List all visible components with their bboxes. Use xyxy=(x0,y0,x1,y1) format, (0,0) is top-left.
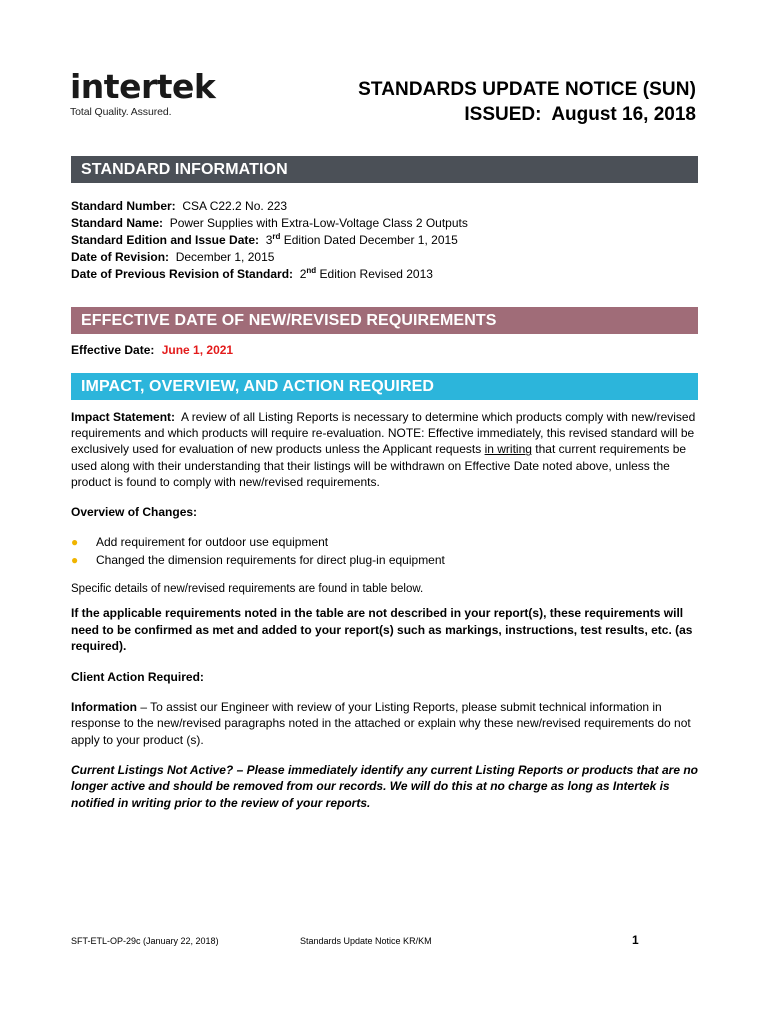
impact-statement-underlined: in writing xyxy=(484,442,532,457)
list-item xyxy=(71,534,445,552)
previous-revision-suffix: nd xyxy=(306,266,317,275)
previous-revision-number: 2 xyxy=(299,267,307,281)
impact-statement-label: Impact Statement: xyxy=(71,410,176,424)
impact-statement-text-a: A review of all Listing Reports is necessary to determine which products comply with new/revised requirements and which products will require re-evaluation. NOTE: Effective immediately, this revised standard will be exclusively used for evaluation of new products unless the Applicant requests xyxy=(71,410,696,457)
issued-line xyxy=(358,102,696,128)
standard-edition-value: Edition Dated December 1, 2015 xyxy=(283,233,458,247)
information-text: – To assist our Engineer with review of your Listing Reports, please submit technical information in response to the new/revised paragraphs noted in the attached or explain why these new/revised requirements do not apply to your product (s). xyxy=(71,700,691,747)
bullet-icon: ● xyxy=(71,535,79,549)
logo-wordmark: intertek xyxy=(70,67,216,106)
footer-document-name: Standards Update Notice KR/KM xyxy=(300,936,432,946)
section-header-impact: IMPACT, OVERVIEW, AND ACTION REQUIRED xyxy=(71,373,698,400)
logo-tagline: Total Quality. Assured. xyxy=(70,106,172,118)
revision-date-label: Date of Revision: xyxy=(71,250,170,264)
intertek-logo xyxy=(70,67,230,118)
standard-info-block xyxy=(71,198,698,283)
issued-date: August 16, 2018 xyxy=(551,104,696,125)
standard-edition-number: 3 xyxy=(265,233,273,247)
previous-revision-label: Date of Previous Revision of Standard: xyxy=(71,267,294,281)
section-header-standard-information: STANDARD INFORMATION xyxy=(71,156,698,183)
standard-number-row xyxy=(71,198,698,215)
standard-name-value: Power Supplies with Extra-Low-Voltage Class 2 Outputs xyxy=(169,216,468,230)
revision-date-row xyxy=(71,249,698,266)
standard-edition-label: Standard Edition and Issue Date: xyxy=(71,233,260,247)
overview-title: Overview of Changes: xyxy=(71,505,198,519)
information-label: Information xyxy=(71,700,137,714)
section-header-effective-date: EFFECTIVE DATE OF NEW/REVISED REQUIREMENTS xyxy=(71,307,698,334)
effective-date-row xyxy=(71,343,233,357)
overview-list xyxy=(71,534,445,569)
standard-name-row xyxy=(71,215,698,232)
effective-date-value: June 1, 2021 xyxy=(161,343,234,357)
standard-edition-row xyxy=(71,232,698,249)
effective-date-label: Effective Date: xyxy=(71,343,155,357)
previous-revision-row xyxy=(71,266,698,283)
notice-title: STANDARDS UPDATE NOTICE (SUN) xyxy=(358,79,696,100)
page-number: 1 xyxy=(632,933,639,947)
client-action-heading: Client Action Required: xyxy=(71,670,204,684)
current-listings-notice: Current Listings Not Active? – Please immediately identify any current Listing Reports or products that are no longer active and should be removed from our records. We will do this at no charge as long as Intertek is notified in writing prior to the review of your reports. xyxy=(71,763,699,810)
standard-number-value: CSA C22.2 No. 223 xyxy=(182,199,288,213)
impact-statement xyxy=(71,409,701,490)
footer-document-id: SFT-ETL-OP-29c (January 22, 2018) xyxy=(71,936,219,946)
standard-name-label: Standard Name: xyxy=(71,216,164,230)
standard-number-label: Standard Number: xyxy=(71,199,176,213)
overview-item-text: Add requirement for outdoor use equipment xyxy=(96,535,329,549)
previous-revision-value: Edition Revised 2013 xyxy=(319,267,433,281)
impact-statement-text-b: that current requirements be used along with their understanding that their listings will be withdrawn on Effective Date noted above, unless the product is found to comply with new/revised requirements. xyxy=(71,442,687,489)
information-paragraph xyxy=(71,699,701,748)
bullet-icon: ● xyxy=(71,552,79,567)
revision-date-value: December 1, 2015 xyxy=(175,250,275,264)
issued-label: ISSUED: xyxy=(464,104,542,125)
standard-edition-suffix: rd xyxy=(272,232,281,241)
list-item xyxy=(71,552,445,570)
specific-details-text: Specific details of new/revised requirements are found in table below. xyxy=(71,583,424,595)
document-title xyxy=(358,78,696,128)
overview-item-text: Changed the dimension requirements for direct plug-in equipment xyxy=(96,552,445,567)
requirements-note: If the applicable requirements noted in the table are not described in your report(s), these requirements will need to be confirmed as met and added to your report(s) such as markings, instructions, test results, etc. (as required). xyxy=(71,606,693,653)
